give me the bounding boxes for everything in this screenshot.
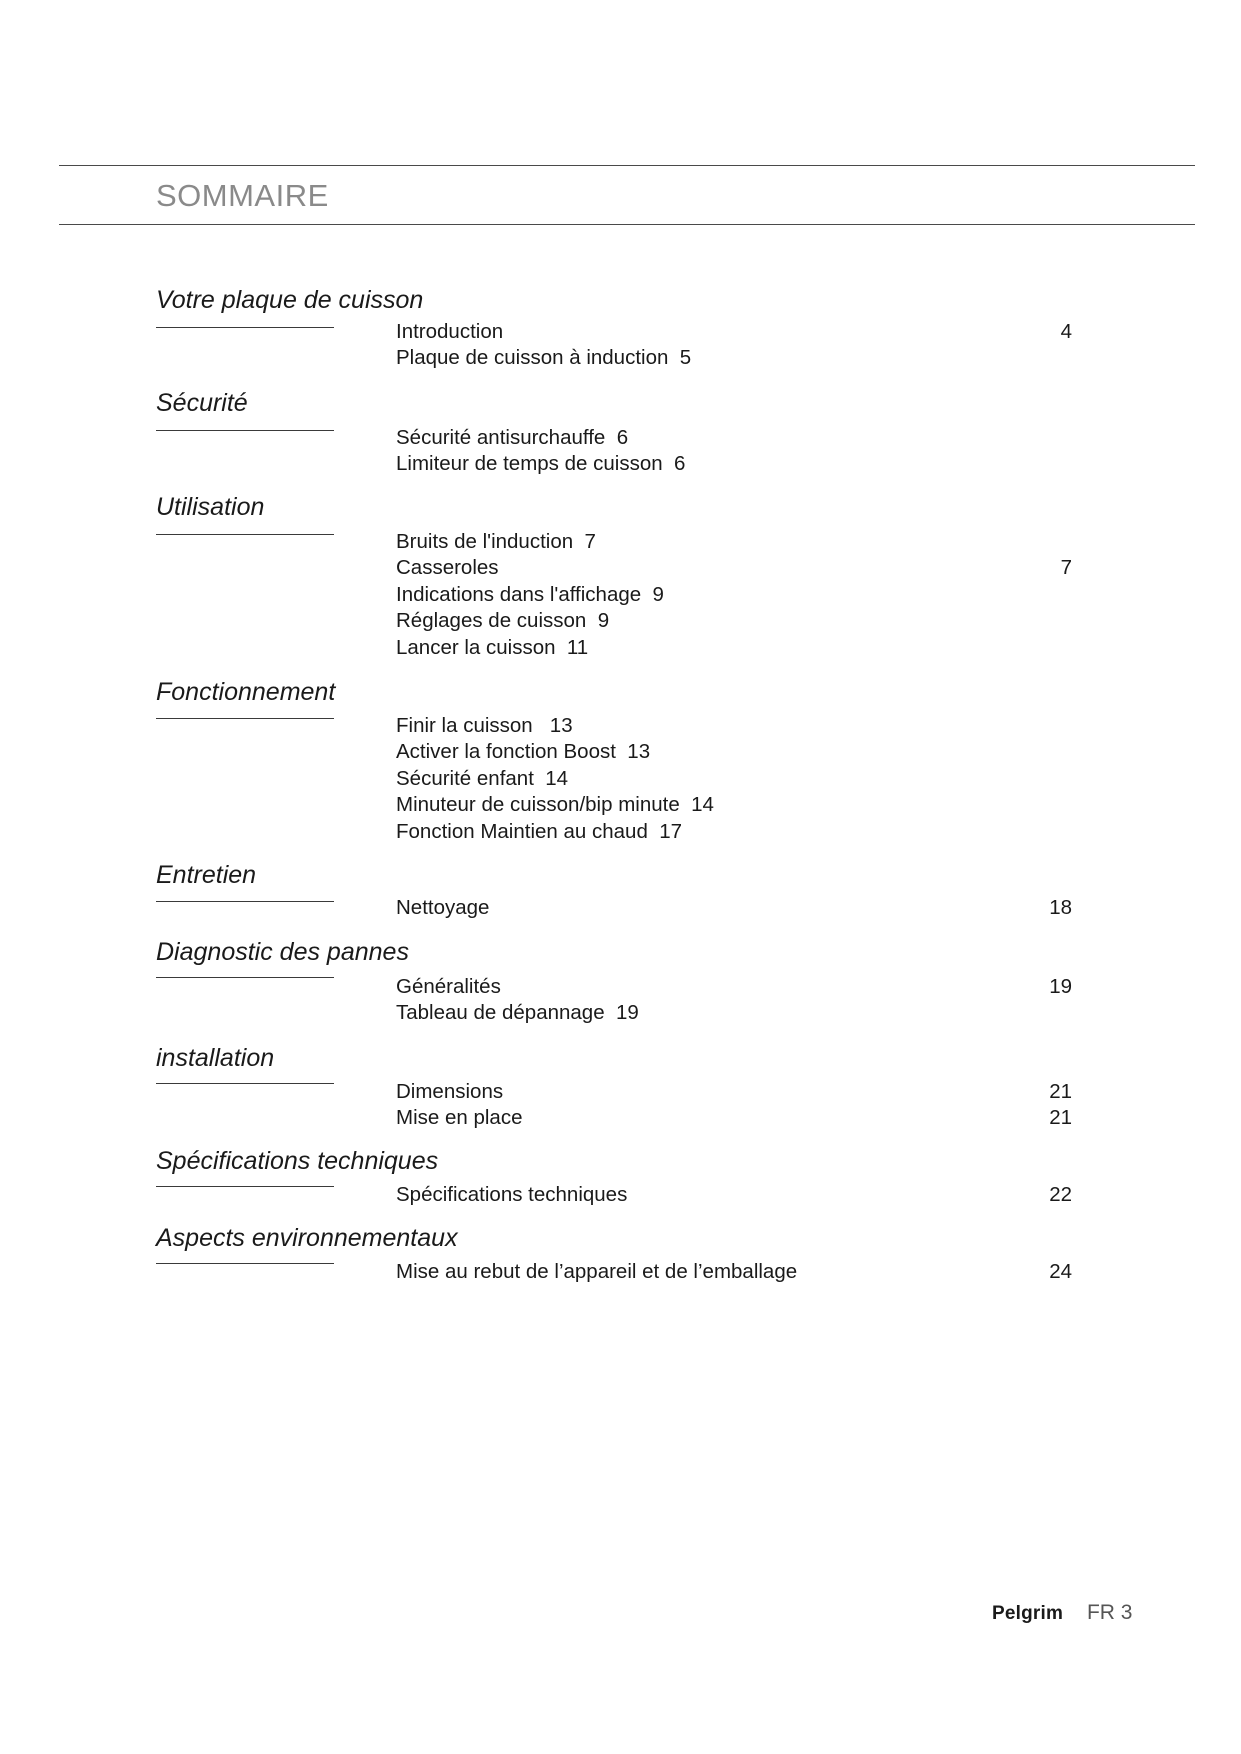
section-title: Utilisation xyxy=(156,493,265,521)
toc-entry xyxy=(0,1079,1241,1105)
toc-entry-label: Indications dans l'affichage 9 xyxy=(396,582,664,606)
toc-entry-label: Fonction Maintien au chaud 17 xyxy=(396,819,683,843)
toc-entry-label: Sécurité antisurchauffe 6 xyxy=(396,426,629,449)
section-title: Votre plaque de cuisson xyxy=(156,286,424,314)
toc-entry xyxy=(0,766,1241,792)
section-title: Entretien xyxy=(156,861,257,889)
toc-entry xyxy=(0,713,1241,739)
toc-entry-page: 18 xyxy=(1049,896,1072,919)
toc-entry xyxy=(0,739,1241,765)
toc-entry xyxy=(0,1182,1241,1208)
toc-entry xyxy=(0,635,1241,661)
toc-entry-label: Généralités xyxy=(396,975,501,998)
toc-entry xyxy=(0,425,1241,451)
toc-entry xyxy=(0,895,1241,921)
toc-entry xyxy=(0,792,1241,818)
toc-entry-page: 24 xyxy=(1049,1260,1072,1283)
toc-entry xyxy=(0,1259,1241,1285)
toc-entry-label: Casseroles xyxy=(396,556,499,580)
page-title: SOMMAIRE xyxy=(156,178,329,213)
toc-entry xyxy=(0,582,1241,608)
toc-entry-label: Limiteur de temps de cuisson 6 xyxy=(396,452,686,476)
toc-entry-label: Sécurité enfant 14 xyxy=(396,766,569,790)
toc-entry-label: Mise au rebut de l’appareil et de l’emballage xyxy=(396,1260,798,1283)
section-title: Spécifications techniques xyxy=(156,1147,439,1175)
toc-entry-label: Tableau de dépannage 19 xyxy=(396,1001,639,1025)
section-title: installation xyxy=(156,1044,275,1072)
toc-entry xyxy=(0,451,1241,477)
toc-entry-label: Spécifications techniques xyxy=(396,1183,628,1206)
toc-entry-label: Plaque de cuisson à induction 5 xyxy=(396,346,692,370)
section-title: Diagnostic des pannes xyxy=(156,938,409,966)
toc-entry xyxy=(0,1105,1241,1131)
toc-entry-page: 22 xyxy=(1049,1183,1072,1206)
brand-logo: Pelgrim xyxy=(992,1603,1064,1624)
toc-entry xyxy=(0,974,1241,1000)
page-number: FR 3 xyxy=(1086,1601,1133,1624)
toc-entry-label: Dimensions xyxy=(396,1080,504,1103)
toc-entry-page: 21 xyxy=(1049,1106,1072,1130)
section-title: Fonctionnement xyxy=(156,678,336,706)
toc-entry-label: Mise en place xyxy=(396,1106,523,1130)
toc-entry-page: 4 xyxy=(1060,320,1072,343)
toc-entry-label: Minuteur de cuisson/bip minute 14 xyxy=(396,793,714,817)
section-title: Sécurité xyxy=(156,389,248,417)
header-rule-top xyxy=(59,165,1195,166)
toc-entry xyxy=(0,345,1241,371)
toc-entry xyxy=(0,608,1241,634)
toc-entry-label: Lancer la cuisson 11 xyxy=(396,635,589,659)
toc-entry xyxy=(0,555,1241,581)
toc-entry-label: Finir la cuisson 13 xyxy=(396,714,573,737)
toc-entry xyxy=(0,529,1241,555)
toc-entry-label: Introduction xyxy=(396,320,504,343)
section-title: Aspects environnementaux xyxy=(156,1224,458,1252)
toc-entry-page: 21 xyxy=(1049,1080,1072,1103)
toc-entry-label: Réglages de cuisson 9 xyxy=(396,609,610,633)
toc-entry xyxy=(0,1000,1241,1026)
toc-entry-page: 7 xyxy=(1060,556,1072,580)
header-rule-bottom xyxy=(59,224,1195,225)
toc-entry xyxy=(0,319,1241,345)
footer xyxy=(992,1600,1132,1627)
toc-entry-label: Bruits de l'induction 7 xyxy=(396,530,596,553)
toc-entry-page: 19 xyxy=(1049,975,1072,998)
toc-entry xyxy=(0,819,1241,845)
toc-entry-label: Activer la fonction Boost 13 xyxy=(396,740,651,764)
toc-entry-label: Nettoyage xyxy=(396,896,490,919)
